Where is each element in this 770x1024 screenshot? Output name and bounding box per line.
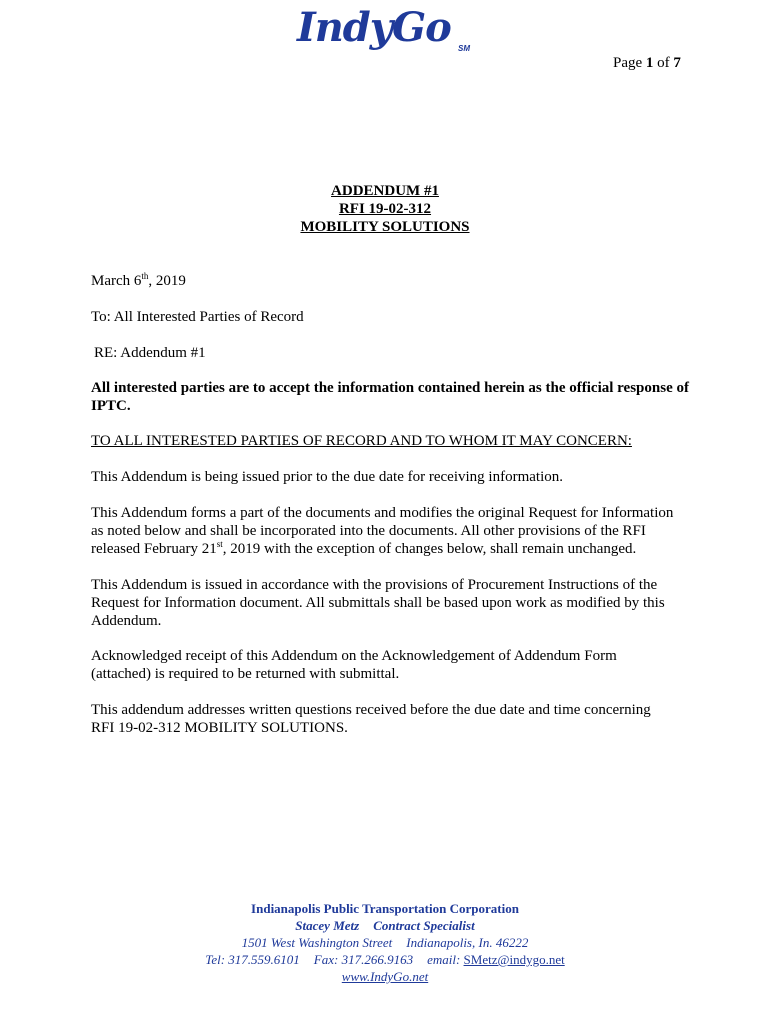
paragraph-procurement: This Addendum is issued in accordance with the provisions of Procurement Instructions of the Request for Information document. All submittals shall be based upon work as modified by this Addendum. — [91, 577, 665, 629]
page-total: 7 — [673, 55, 681, 71]
document-date — [91, 272, 691, 290]
city-address: Indianapolis, In. 46222 — [406, 935, 529, 950]
indygo-logo — [297, 4, 477, 58]
footer-phone-line — [0, 951, 770, 968]
street-address: 1501 West Washington Street — [241, 935, 393, 950]
page-label: Page — [613, 55, 643, 71]
website-link[interactable]: www.IndyGo.net — [341, 969, 429, 984]
contact-footer — [0, 900, 770, 985]
official-response-notice: All interested parties are to accept the information contained herein as the official response of IPTC. — [91, 380, 689, 414]
concern-heading: TO ALL INTERESTED PARTIES OF RECORD AND TO WHOM IT MAY CONCERN: — [91, 433, 632, 449]
page-number — [613, 54, 681, 72]
page-of: of — [657, 55, 670, 71]
email-link[interactable]: SMetz@indygo.net — [463, 952, 565, 967]
fax: Fax: 317.266.9163 — [313, 952, 414, 967]
footer-organization: Indianapolis Public Transportation Corporation — [251, 901, 519, 916]
date-suffix: , 2019 — [148, 273, 186, 289]
footer-address — [0, 934, 770, 951]
title-line-subject: MOBILITY SOLUTIONS — [300, 219, 470, 235]
contact-title: Contract Specialist — [373, 918, 475, 933]
logo-wordmark: IndyGo — [297, 4, 451, 51]
paragraph-due-date: This Addendum is being issued prior to the due date for receiving information. — [91, 469, 563, 485]
page-current: 1 — [645, 55, 654, 71]
title-line-addendum: ADDENDUM #1 — [331, 183, 439, 199]
para2-part2: , 2019 with the exception of changes below, shall remain unchanged. — [222, 541, 637, 557]
re-line: RE: Addendum #1 — [94, 345, 206, 361]
paragraph-addendum-forms — [91, 504, 689, 558]
date-prefix: March 6 — [91, 273, 142, 289]
paragraph-questions: This addendum addresses written questions received before the due date and time concerning RFI 19-02-312 MOBILITY SOLUTIONS. — [91, 702, 651, 736]
para2-ordinal: st — [216, 539, 223, 549]
title-line-rfi: RFI 19-02-312 — [338, 201, 432, 217]
date-ordinal: th — [141, 271, 149, 281]
service-mark: SM — [458, 44, 470, 53]
contact-name: Stacey Metz — [295, 918, 360, 933]
email-label: email: — [427, 952, 461, 967]
document-title — [0, 182, 770, 236]
para2-part1: This Addendum forms a part of the documents and modifies the original Request for Information as noted below and shall be incorporated into the documents. All other provisions of the RFI released February 21 — [91, 505, 674, 557]
paragraph-acknowledgement: Acknowledged receipt of this Addendum on the Acknowledgement of Addendum Form (attached) is required to be returned with submittal. — [91, 648, 617, 682]
to-line: To: All Interested Parties of Record — [91, 309, 304, 325]
telephone: Tel: 317.559.6101 — [205, 952, 300, 967]
footer-contact — [0, 917, 770, 934]
